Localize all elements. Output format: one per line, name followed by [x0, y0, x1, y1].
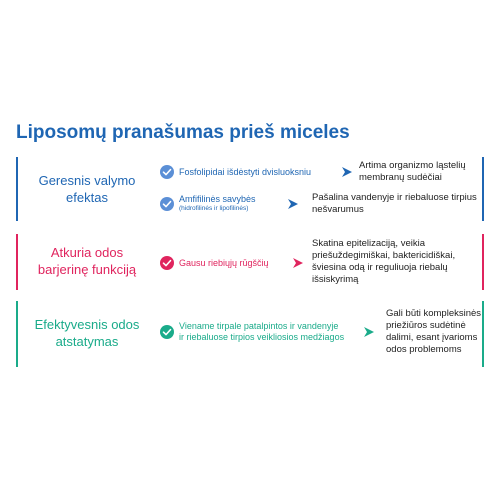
feature-text-line: Viename tirpale patalpintos ir vandenyje [179, 321, 339, 331]
section-title-line: atstatymas [55, 334, 119, 349]
section-title-line: barjerinę funkciją [37, 262, 137, 277]
result-text [386, 308, 481, 356]
result-line: išsiskyrimą [312, 274, 359, 285]
feature-text: Gausu riebiųjų rūgščių [179, 258, 269, 268]
feature-text: Fosfolipidai išdėstyti dvisluoksniu [179, 167, 312, 177]
section-title-line: Efektyvesnis odos [34, 317, 140, 332]
result-line: odos problemoms [386, 344, 462, 355]
result-line: Artima organizmo ląstelių [359, 160, 466, 171]
result-line: Pašalina vandenyje ir riebaluose tirpius [312, 192, 477, 203]
section-title-line: efektas [66, 190, 108, 205]
result-line: dalimi, esant įvarioms [386, 332, 478, 343]
page-title: Liposomų pranašumas prieš miceles [16, 122, 350, 143]
check-icon [160, 256, 174, 270]
chevron-right-icon [362, 325, 376, 339]
section-title [20, 244, 154, 278]
section-title [20, 172, 154, 206]
check-icon [160, 165, 174, 179]
section-left-bar [16, 234, 18, 290]
result-line: Skatina epitelizaciją, veikia [312, 238, 426, 249]
result-line: membranų sudėčiai [359, 172, 442, 183]
section-restoration [16, 301, 484, 367]
section-cleansing [16, 157, 484, 221]
section-right-bar [482, 234, 484, 290]
chevron-right-icon [291, 256, 305, 270]
result-text [312, 192, 477, 216]
section-barrier [16, 234, 484, 290]
section-left-bar [16, 157, 18, 221]
result-line: Gali būti kompleksinės [386, 308, 482, 319]
section-left-bar [16, 301, 18, 367]
result-line: nešvarumus [312, 204, 364, 215]
result-line: priežiūros sudėtinė [386, 320, 466, 331]
chevron-right-icon [340, 165, 354, 179]
result-line: šviesina odą ir reguliuoja riebalų [312, 262, 448, 273]
feature-text [179, 321, 344, 343]
section-title [20, 316, 154, 350]
feature-text-line: ir riebaluose tirpios veikliosios medžiagos [179, 332, 345, 342]
result-text [359, 160, 466, 184]
feature-subtext: (hidrofilinės ir lipofilinės) [179, 205, 249, 212]
result-text [312, 238, 455, 286]
chevron-right-icon [286, 197, 300, 211]
check-icon [160, 325, 174, 339]
check-icon [160, 197, 174, 211]
feature-text: Amfifilinės savybės [179, 194, 256, 204]
section-title-line: Atkuria odos [50, 245, 124, 260]
section-right-bar [482, 301, 484, 367]
section-right-bar [482, 157, 484, 221]
result-line: priešuždegimiškai, baktericidiškai, [312, 250, 456, 261]
section-title-line: Geresnis valymo [38, 173, 136, 188]
